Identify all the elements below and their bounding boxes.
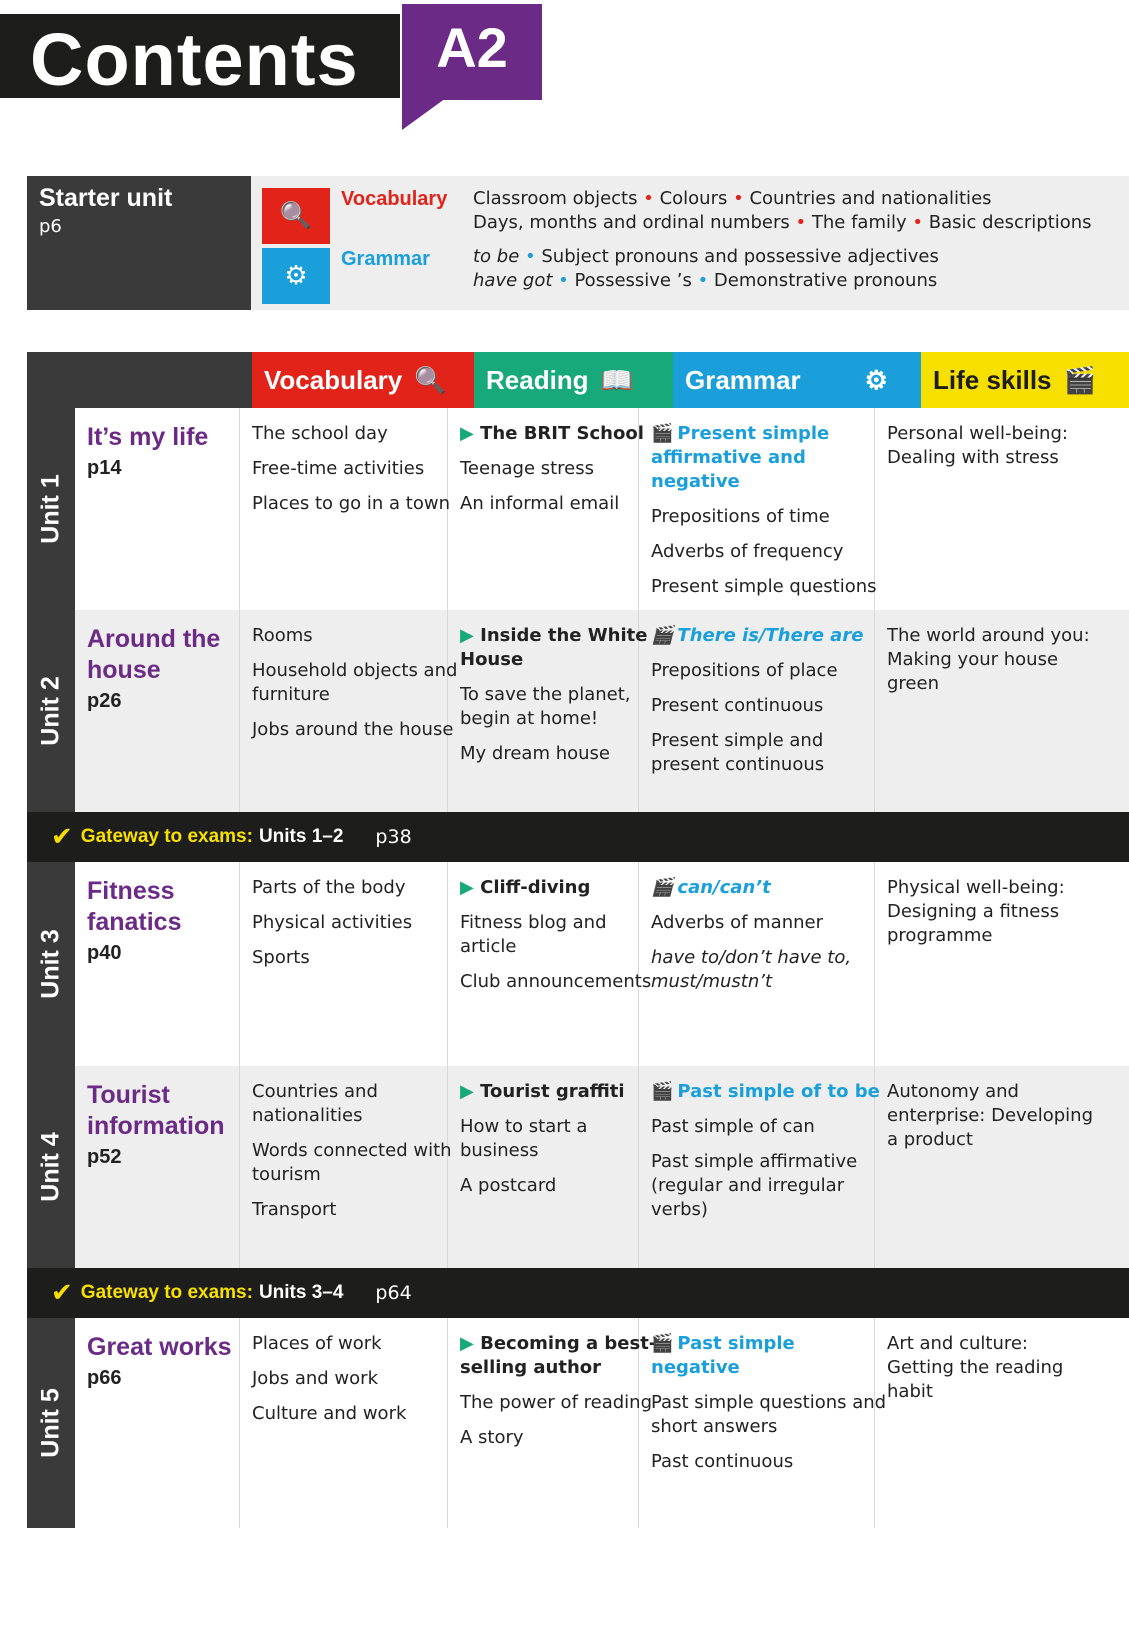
starter-grammar-line-1: to be • Subject pronouns and possessive adjectives	[473, 246, 939, 267]
vocabulary-cell: The school day Free-time activities Places to go in a town	[252, 423, 450, 514]
check-icon: ✔	[51, 822, 73, 852]
gateway-bar-2: ✔ Gateway to exams: Units 3–4 p64	[27, 1268, 1129, 1318]
unit-page: p40	[87, 942, 122, 964]
book-icon: 📖	[600, 364, 633, 395]
life-skills-cell: Personal well-being: Dealing with stress	[887, 423, 1068, 468]
starter-vocabulary-label: Vocabulary	[341, 188, 448, 210]
unit-page: p14	[87, 457, 122, 479]
grammar-cell: 🎬 Past simple negative Past simple questions and short answers Past continuous	[651, 1333, 887, 1472]
unit-title: Great works p66	[87, 1332, 247, 1391]
vocabulary-cell: Countries and nationalities Words connected with tourism Transport	[252, 1081, 452, 1220]
gateway-bar-1: ✔ Gateway to exams: Units 1–2 p38	[27, 812, 1129, 862]
unit-title: It’s my life p14	[87, 422, 247, 481]
reading-cell: ▶ Inside the White House To save the planet, begin at home! My dream house	[460, 625, 648, 764]
starter-grammar-line-2: have got • Possessive ’s • Demonstrative pronouns	[473, 270, 938, 291]
unit-title: Tourist information p52	[87, 1080, 247, 1170]
column-header-vocabulary: Vocabulary 🔍	[252, 352, 474, 408]
unit-page: p66	[87, 1367, 122, 1389]
reading-cell: ▶ The BRIT School Teenage stress An informal email	[460, 423, 644, 514]
life-skills-cell: Physical well-being: Designing a fitness programme	[887, 877, 1065, 946]
vocabulary-cell: Places of work Jobs and work Culture and work	[252, 1333, 407, 1424]
clapperboard-icon: 🎬	[1063, 364, 1096, 395]
grammar-cell: 🎬 Past simple of to be Past simple of can Past simple affirmative (regular and irregular verbs)	[651, 1081, 880, 1220]
level-label: A2	[436, 16, 508, 79]
contents-table	[27, 352, 1129, 1581]
grammar-cell: 🎬 can/can’t Adverbs of manner have to/don’t have to, must/mustn’t	[651, 877, 852, 992]
column-header-reading: Reading 📖	[474, 352, 673, 408]
life-skills-cell: Autonomy and enterprise: Developing a product	[887, 1081, 1094, 1150]
gear-icon: ⚙	[262, 248, 330, 304]
gear-icon: ⚙	[864, 364, 888, 395]
unit-row-1	[27, 408, 1129, 610]
unit-tab: Unit 1	[27, 408, 75, 610]
magnifier-icon: 🔍	[262, 188, 330, 244]
unit-row-4	[27, 1066, 1129, 1268]
reading-cell: ▶ Tourist graffiti How to start a business A postcard	[460, 1081, 625, 1196]
unit-tab: Unit 3	[27, 862, 75, 1066]
unit-title: Fitness fanatics p40	[87, 876, 247, 966]
play-arrow-icon: ▶	[460, 1081, 474, 1102]
magnifier-icon: 🔍	[414, 364, 447, 395]
play-arrow-icon: ▶	[460, 877, 474, 898]
level-badge-tail	[402, 98, 446, 130]
life-skills-cell: Art and culture: Getting the reading habit	[887, 1333, 1064, 1402]
unit-tab: Unit 5	[27, 1318, 75, 1528]
starter-vocab-line-2: Days, months and ordinal numbers • The family • Basic descriptions	[473, 212, 1092, 233]
unit-tab: Unit 4	[27, 1066, 75, 1268]
reading-cell: ▶ Cliff-diving Fitness blog and article Club announcements	[460, 877, 652, 992]
vocabulary-cell: Rooms Household objects and furniture Jobs around the house	[252, 625, 458, 740]
unit-row-3	[27, 862, 1129, 1066]
starter-unit-page: p6	[39, 216, 62, 237]
play-arrow-icon: ▶	[460, 625, 474, 646]
film-icon: 🎬	[651, 1081, 674, 1102]
film-icon: 🎬	[651, 625, 674, 646]
play-arrow-icon: ▶	[460, 1333, 474, 1354]
play-arrow-icon: ▶	[460, 423, 474, 444]
starter-unit-header	[27, 176, 251, 310]
column-header-life-skills: Life skills 🎬	[921, 352, 1129, 408]
starter-unit-row	[27, 176, 1129, 310]
unit-row-5	[27, 1318, 1129, 1528]
unit-row-2	[27, 610, 1129, 812]
check-icon: ✔	[51, 1278, 73, 1308]
grammar-cell: 🎬 There is/There are Prepositions of place Present continuous Present simple and present continuous	[651, 625, 864, 775]
column-header-blank	[27, 352, 252, 408]
starter-unit-title: Starter unit	[39, 184, 173, 212]
film-icon: 🎬	[651, 877, 674, 898]
unit-page: p26	[87, 690, 122, 712]
starter-vocab-line-1: Classroom objects • Colours • Countries and nationalities	[473, 188, 992, 209]
page-title: Contents	[30, 18, 359, 101]
film-icon: 🎬	[651, 1333, 674, 1354]
vocabulary-cell: Parts of the body Physical activities Sports	[252, 877, 413, 968]
film-icon: 🎬	[651, 423, 674, 444]
life-skills-cell: The world around you: Making your house green	[887, 625, 1090, 694]
unit-page: p52	[87, 1146, 122, 1168]
reading-cell: ▶ Becoming a best-selling author The power of reading A story	[460, 1333, 657, 1448]
starter-grammar-label: Grammar	[341, 248, 430, 270]
unit-tab: Unit 2	[27, 610, 75, 812]
column-header-grammar: Grammar ⚙	[673, 352, 921, 408]
grammar-cell: 🎬 Present simple affirmative and negative Prepositions of time Adverbs of frequency Present simple questions	[651, 423, 877, 597]
unit-title: Around the house p26	[87, 624, 247, 714]
